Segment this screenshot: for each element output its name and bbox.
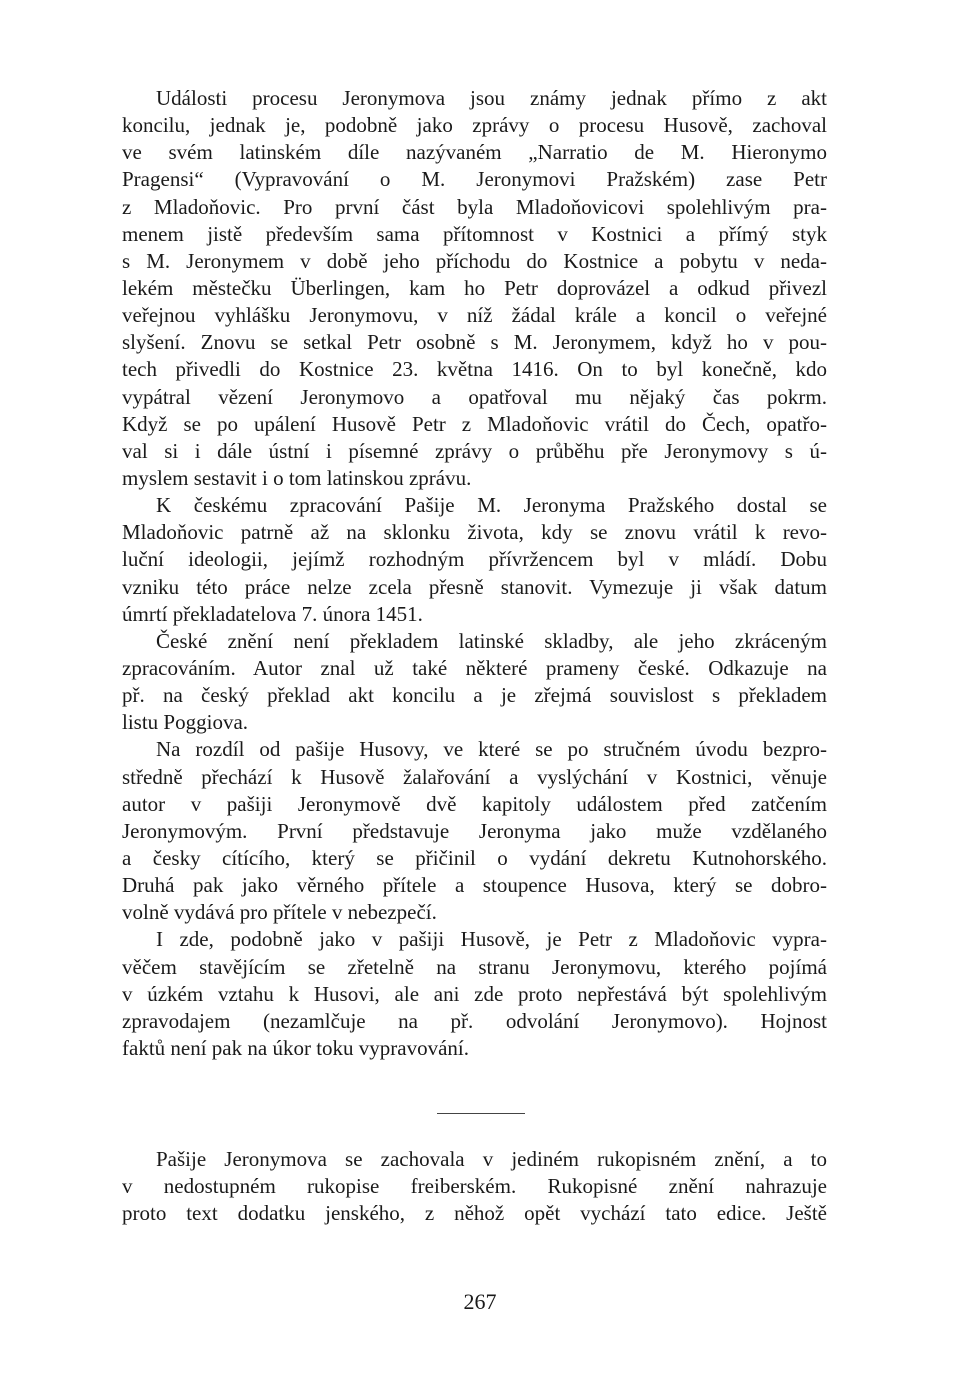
text-line: České znění není překladem latinské skladby, ale jeho zkráceným bbox=[156, 628, 827, 653]
text-line: úmrtí překladatelova 7. února 1451. bbox=[122, 601, 423, 626]
text-line: tech přivedli do Kostnice 23. května 1416. On to byl konečně, kdo bbox=[122, 357, 827, 382]
text-line: Když se po upálení Husově Petr z Mladoňovic vrátil do Čech, opatřo- bbox=[122, 411, 827, 436]
text-line: středně přechází k Husově žalařování a vyslýchání v Kostnici, věnuje bbox=[122, 764, 827, 789]
text-line: proto text dodatku jenského, z něhož opět vychází tato edice. Ještě bbox=[122, 1201, 827, 1226]
text-line: luční ideologii, jejímž rozhodným přívržencem byl v mládí. Dobu bbox=[122, 547, 827, 572]
text-line: Na rozdíl od pašije Husovy, ve které se po stručném úvodu bezpro- bbox=[156, 737, 827, 762]
text-line: faktů není pak na úkor toku vypravování. bbox=[122, 1035, 469, 1060]
text-line: volně vydává pro přítele v nebezpečí. bbox=[122, 900, 437, 925]
text-line: autor v pašiji Jeronymově dvě kapitoly událostem před zatčením bbox=[122, 791, 827, 816]
text-line: Mladoňovic patrně až na sklonku života, kdy se znovu vrátil k revo- bbox=[122, 520, 827, 545]
page-number: 267 bbox=[463, 1289, 497, 1314]
text-line: koncilu, jednak je, podobně jako zprávy o procesu Husově, zachoval bbox=[122, 113, 827, 138]
text-line: v úzkém vztahu k Husovi, ale ani zde proto nepřestává být spolehlivým bbox=[122, 981, 827, 1006]
text-line: I zde, podobně jako v pašiji Husově, je Petr z Mladoňovic vypra- bbox=[156, 927, 827, 952]
main-text-block bbox=[122, 85, 827, 1062]
text-line: v nedostupném rukopise freiberském. Rukopisné znění nahrazuje bbox=[122, 1174, 827, 1199]
text-line: a česky cítícího, který se přičinil o vydání dekretu Kutnohorského. bbox=[122, 845, 827, 870]
text-line: val si i dále ústní i písemné zprávy o průběhu pře Jeronymovy s ú- bbox=[122, 438, 827, 463]
section-separator bbox=[437, 1113, 525, 1114]
text-line: menem jistě především sama přítomnost v Kostnici a přímý styk bbox=[122, 221, 827, 246]
text-line: vzniku této práce nelze zcela přesně stanovit. Vymezuje ji však datum bbox=[122, 574, 827, 599]
text-line: př. na český překlad akt koncilu a je zřejmá souvislost s překladem bbox=[122, 683, 827, 708]
text-line: K českému zpracování Pašije M. Jeronyma Pražského dostal se bbox=[156, 493, 827, 518]
text-line: veřejnou vyhlášku Jeronymovu, v níž žádal krále a koncil o veřejné bbox=[122, 303, 827, 328]
text-line: Pašije Jeronymova se zachovala v jediném rukopisném znění, a to bbox=[156, 1147, 827, 1171]
text-line: vypátral vězení Jeronymovo a opatřoval mu nějaký čas pokrm. bbox=[122, 384, 827, 409]
text-line: Události procesu Jeronymova jsou známy jednak přímo z akt bbox=[156, 86, 827, 110]
text-line: Druhá pak jako věrného přítele a stoupence Husova, který se dobro- bbox=[122, 873, 827, 898]
text-line: slyšení. Znovu se setkal Petr osobně s M. Jeronymem, když ho v pou- bbox=[122, 330, 827, 355]
text-line: myslem sestavit i o tom latinskou zprávu. bbox=[122, 465, 472, 490]
text-line: věčem stavějícím se zřetelně na stranu Jeronymovu, kterého pojímá bbox=[122, 954, 827, 979]
text-line: z Mladoňovic. Pro první část byla Mladoňovicovi spolehlivým pra- bbox=[122, 194, 827, 219]
text-line: listu Poggiova. bbox=[122, 710, 249, 735]
text-line: ve svém latinském díle nazývaném „Narratio de M. Hieronymo bbox=[122, 140, 827, 165]
text-line: Pragensi“ (Vypravování o M. Jeronymovi Pražském) zase Petr bbox=[122, 167, 827, 192]
text-line: zpravodajem (nezamlčuje na př. odvolání Jeronymovo). Hojnost bbox=[122, 1008, 827, 1033]
text-line: Jeronymovým. První představuje Jeronyma jako muže vzdělaného bbox=[122, 818, 827, 843]
text-line: lekém městečku Überlingen, kam ho Petr doprovázel a odkud přivezl bbox=[122, 275, 827, 300]
continuation-text-block bbox=[122, 1146, 827, 1227]
text-line: s M. Jeronymem v době jeho příchodu do Kostnice a pobytu v neda- bbox=[122, 248, 827, 273]
text-line: zpracováním. Autor znal už také některé prameny české. Odkazuje na bbox=[122, 655, 827, 680]
